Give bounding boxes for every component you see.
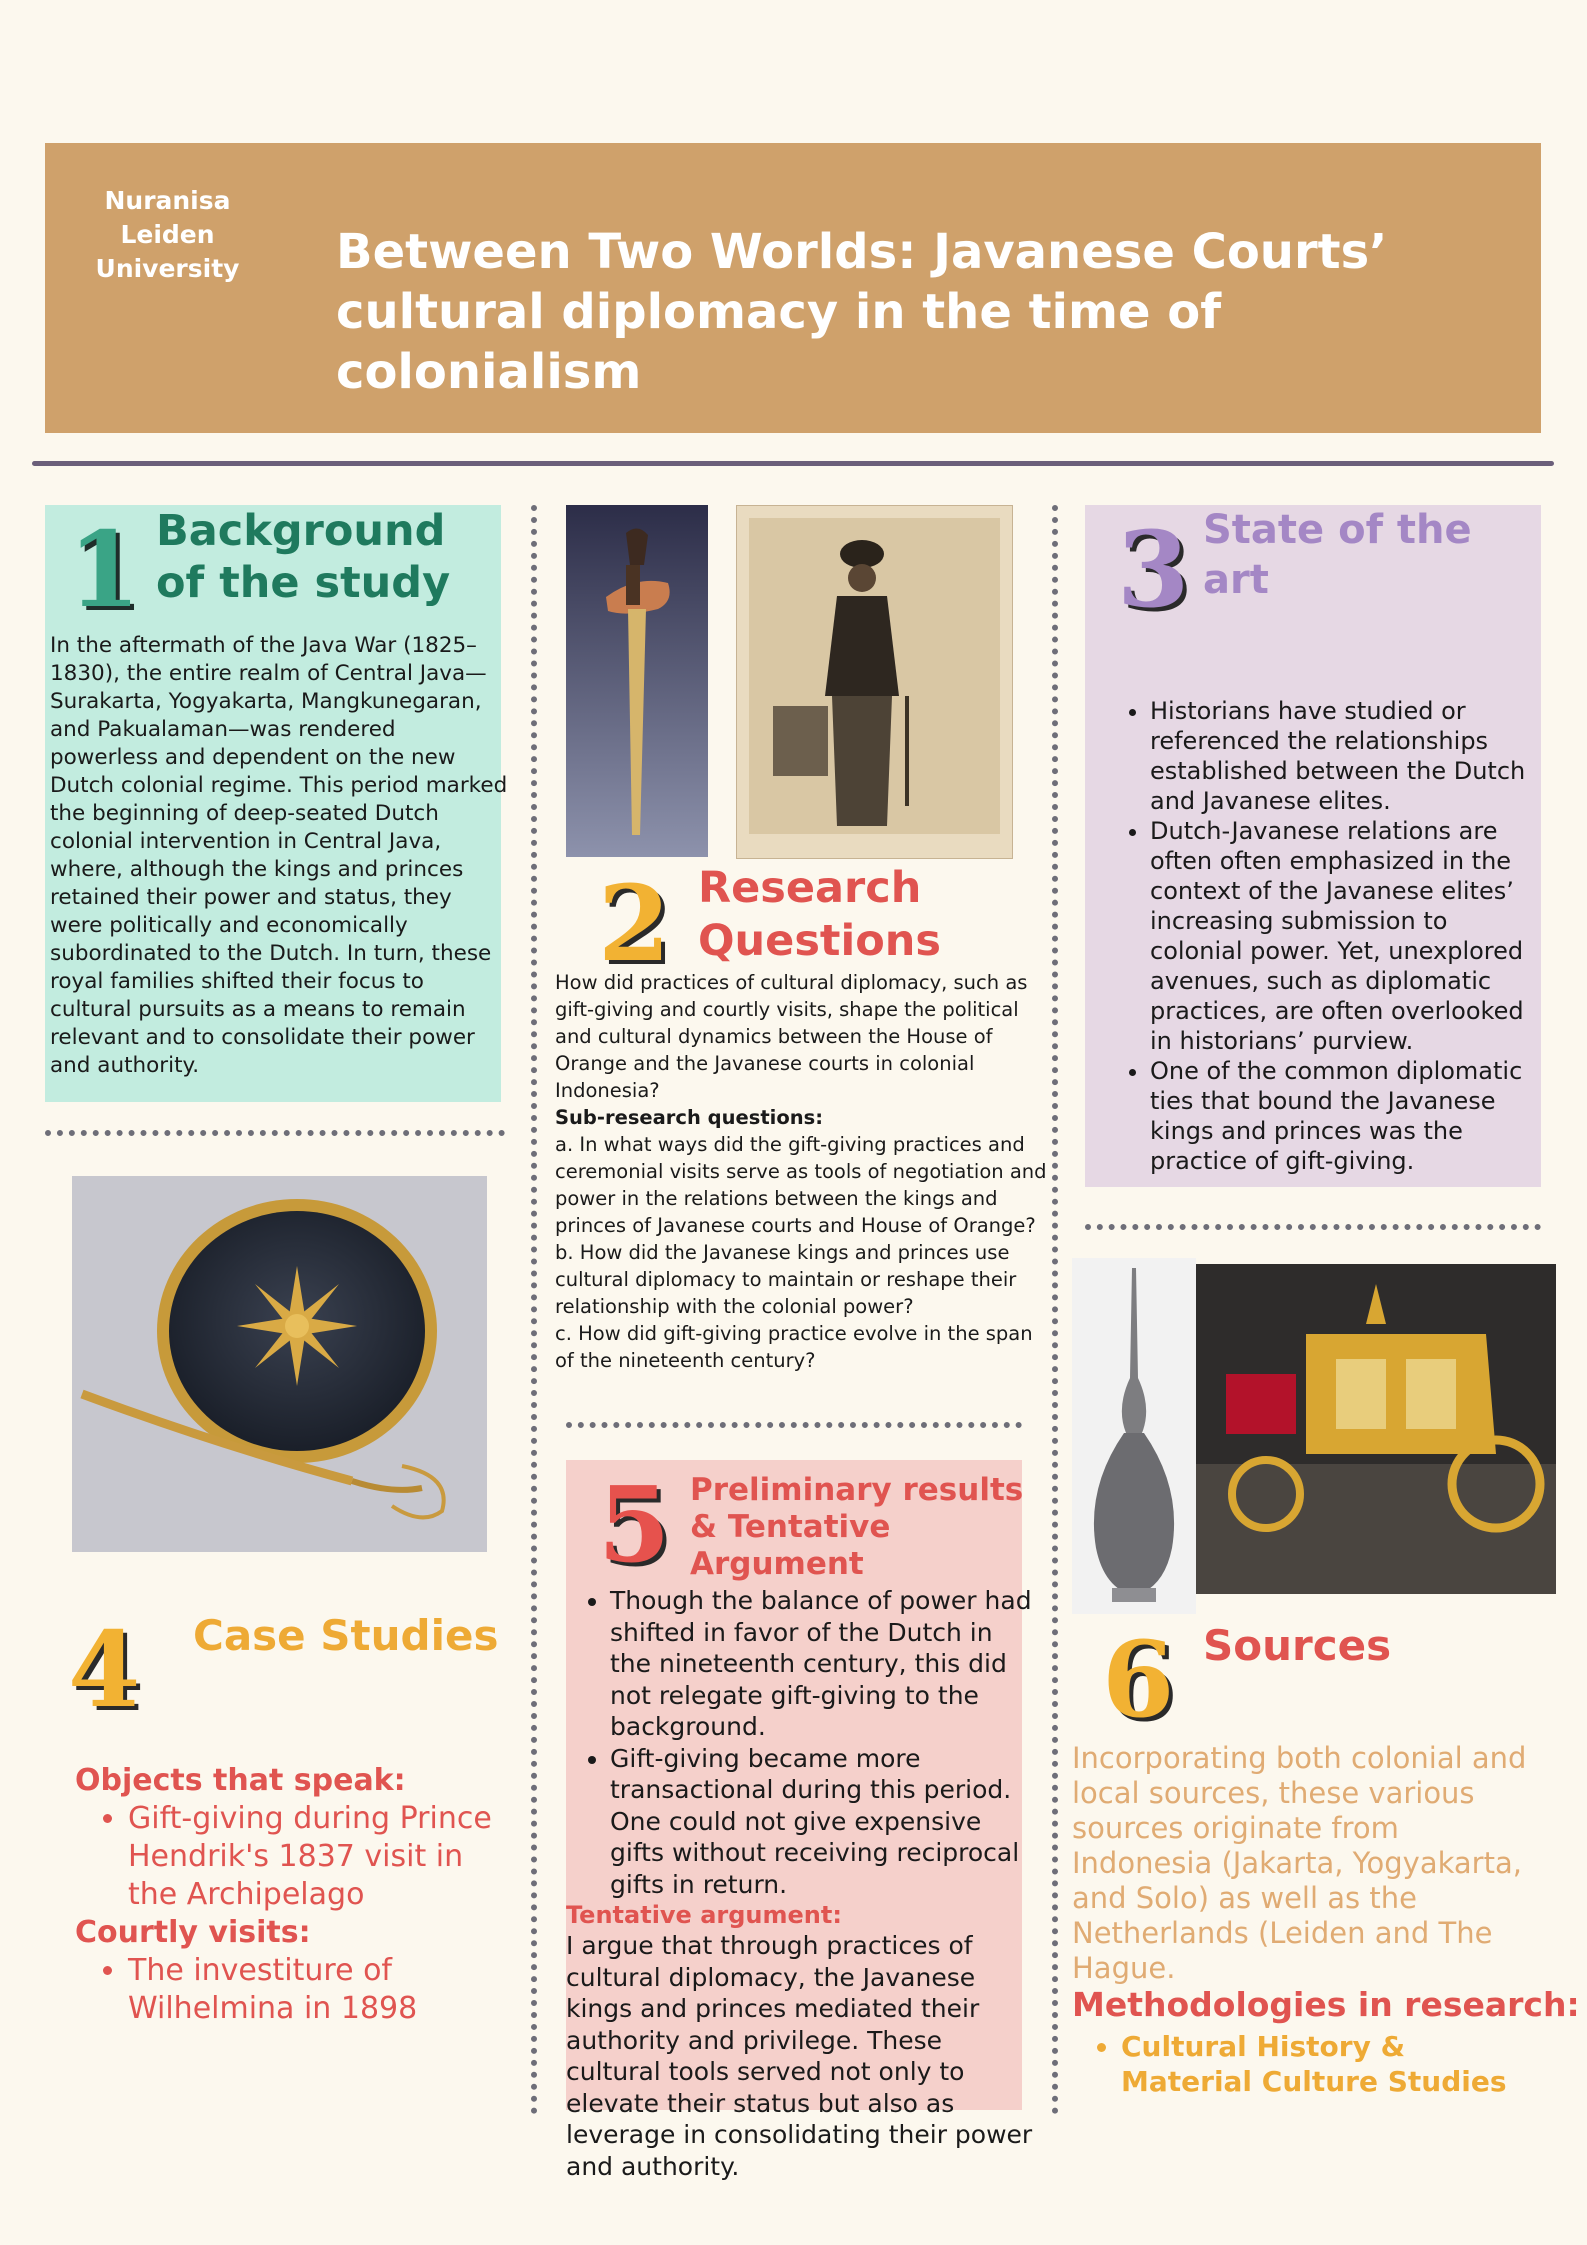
section-3-heading [1203,505,1472,605]
title-line-2: cultural diplomacy in the time of colonialism [336,284,1222,400]
result-bullet: • Gift-giving became more transactional during this period. One could not give expensive gifts without receiving reciprocal gifts in return. [610,1743,1036,1901]
tentative-argument-heading: Tentative argument: [566,1901,842,1929]
section-5-heading-line-1: Preliminary results [690,1472,1024,1508]
title-line-1: Between Two Worlds: Javanese Courts’ [336,224,1388,280]
section-1-body: In the aftermath of the Java War (1825–1830), the entire realm of Central Java—Surakarta, Yogyakarta, Mangkunegaran, and Pakualaman—was rendered powerless and dependent on the new Dutch colonial regime. This period marked the beginning of deep-seated Dutch colonial intervention in Central Java, where, although the kings and princes retained their power and status, they were politically and economically subordinated to the Dutch. In turn, these royal families shifted their focus to cultural pursuits as a means to remain relevant and to consolidate their power and authority. [50,633,508,1078]
author-block [80,184,255,286]
sub-research-heading: Sub-research questions: [555,1106,824,1129]
state-of-art-bullet: • Dutch-Javanese relations are often often emphasized in the context of the Javanese elites’ increasing submission to colonial power. Yet, unexplored avenues, such as diplomatic practices, are often overlooked in historians’ purview. [1150,816,1538,1056]
section-1-heading-line-2: of the study [156,558,451,608]
section-2-heading-line-2: Questions [698,916,941,966]
section-4-heading: Case Studies [193,1611,499,1660]
poster-title [336,222,1536,402]
main-research-question: How did practices of cultural diplomacy, such as gift-giving and courtly visits, shape the political and cultural dynamics between the House of Orange and the Javanese courts in colonial Indonesia? [555,971,1028,1102]
section-5-body [566,1585,1036,2182]
sub-question-b: b. How did the Javanese kings and princes use cultural diplomacy to maintain or reshape their relationship with the colonial power? [555,1241,1017,1318]
section-divider-1 [45,1130,505,1136]
sources-body: Incorporating both colonial and local sources, these various sources originate from Indonesia (Jakarta, Yogyakarta, and Solo) as well as the Netherlands (Leiden and The Hague. [1072,1741,1527,1985]
section-3-heading-line-1: State of the [1203,507,1472,553]
section-1-heading [156,505,450,609]
author-affiliation-1: Leiden [120,220,215,249]
header-divider [32,461,1554,466]
case-study-item: • Gift-giving during Prince Hendrik's 1837 visit in the Archipelago [128,1800,515,1914]
author-name: Nuranisa [104,186,231,215]
column-divider-left [531,505,537,2115]
state-of-art-bullet: • Historians have studied or referenced the relationships established between the Dutch and Javanese elites. [1150,696,1538,816]
methodologies-list [1072,2029,1542,2099]
javanese-prince-photo [736,505,1013,859]
shield-sword-photo [72,1176,487,1552]
section-5-number: 5 [598,1463,671,1586]
section-3-bullets [1118,696,1538,1176]
section-6-number: 6 [1102,1618,1175,1741]
section-1-number: 1 [68,508,141,631]
sub-question-c: c. How did gift-giving practice evolve in the span of the nineteenth century? [555,1322,1033,1372]
section-2-heading-line-1: Research [698,863,922,913]
author-affiliation-2: University [95,254,240,283]
case-study-item: • The investiture of Wilhelmina in 1898 [128,1952,515,2028]
state-of-art-bullet: • One of the common diplomatic ties that bound the Javanese kings and princes was the practice of gift-giving. [1150,1056,1538,1176]
case-studies-list [75,1762,515,2028]
objects-heading: Objects that speak: [75,1763,406,1798]
methodologies-heading: Methodologies in research: [1072,1985,1580,2024]
section-4-number: 4 [68,1608,141,1731]
section-5-heading-line-2: & Tentative [690,1509,891,1545]
result-bullet: • Though the balance of power had shifted in favor of the Dutch in the nineteenth century, this did not relegate gift-giving to the background. [610,1585,1036,1743]
silver-vessel-photo [1072,1258,1196,1614]
section-2-heading [698,862,941,968]
section-divider-2 [566,1422,1022,1428]
section-3-heading-line-2: art [1203,557,1269,603]
section-2-body [555,969,1055,1374]
section-6-heading: Sources [1203,1621,1392,1670]
methodology-item: • Cultural History & Material Culture Studies [1121,2029,1542,2099]
tentative-argument-body: I argue that through practices of cultural diplomacy, the Javanese kings and princes mediated their authority and privilege. These cultural tools served not only to elevate their status but also as leverage in consolidating their power and authority. [566,1931,1033,2181]
sub-question-a: a. In what ways did the gift-giving practices and ceremonial visits serve as tools of negotiation and power in the relations between the kings and princes of Javanese courts and House of Orange? [555,1133,1047,1237]
section-5-heading [690,1472,1023,1583]
golden-carriage-photo [1196,1264,1556,1594]
section-5-heading-line-3: Argument [690,1546,864,1582]
kris-dagger-photo [566,505,708,857]
section-divider-3 [1085,1224,1541,1230]
section-2-number: 2 [598,862,671,985]
courtly-visits-heading: Courtly visits: [75,1915,311,1950]
section-1-heading-line-1: Background [156,506,446,556]
section-3-number: 3 [1117,508,1190,631]
